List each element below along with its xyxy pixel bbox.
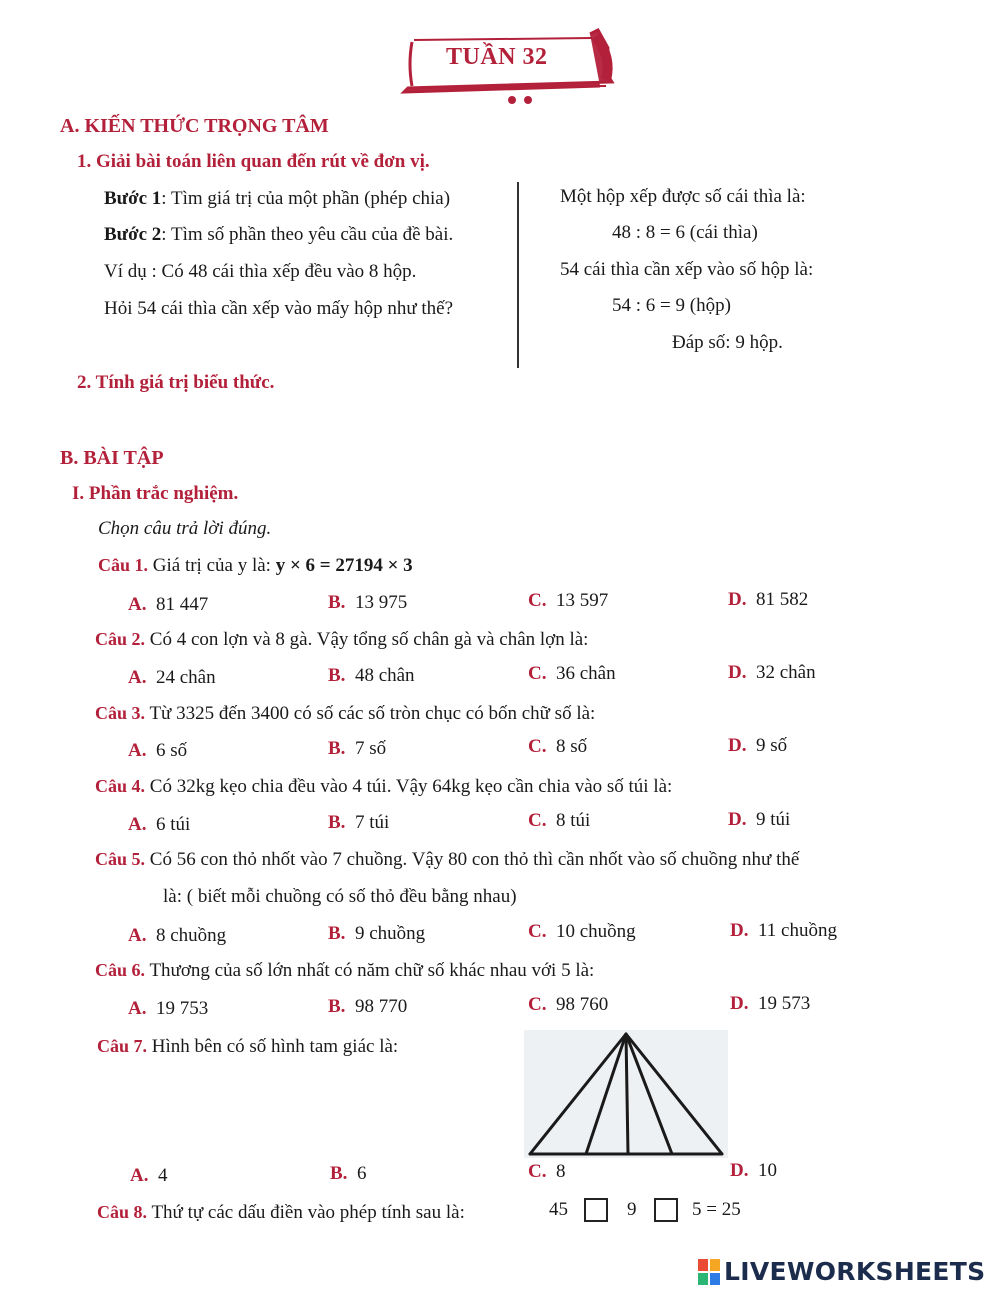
- step2-line: [104, 224, 453, 246]
- question-text: Thứ tự các dấu điền vào phép tính sau là:: [151, 1202, 465, 1223]
- option-c[interactable]: C. 8 số: [528, 736, 588, 757]
- expr-operand-2: 9: [627, 1199, 637, 1220]
- example-line: Ví dụ : Có 48 cái thìa xếp đều vào 8 hộp.: [104, 261, 417, 282]
- option-a[interactable]: A. 6 túi: [128, 814, 191, 835]
- expr-operand-1: 45: [549, 1199, 568, 1220]
- section-b-heading: B. BÀI TẬP: [60, 447, 164, 469]
- option-a[interactable]: A. 6 số: [128, 740, 188, 761]
- question-text: Có 4 con lợn và 8 gà. Vậy tổng số chân gà và chân lợn là:: [149, 629, 589, 650]
- question-text: Có 32kg kẹo chia đều vào 4 túi. Vậy 64kg kẹo cần chia vào số túi là:: [149, 776, 673, 797]
- option-b[interactable]: B. 98 770: [328, 996, 408, 1017]
- page-title: TUẦN 32: [446, 44, 548, 70]
- question-8: [97, 1202, 465, 1224]
- option-a[interactable]: A. 24 chân: [128, 667, 216, 688]
- step1-label: Bước 1: [104, 188, 162, 209]
- question-3: [95, 703, 595, 725]
- question-text: Từ 3325 đến 3400 có số các số tròn chục có bốn chữ số là:: [149, 703, 596, 724]
- question-7: [97, 1036, 398, 1058]
- option-c[interactable]: C. 13 597: [528, 590, 609, 611]
- question-label: Câu 7.: [97, 1036, 148, 1056]
- question-text: Có 56 con thỏ nhốt vào 7 chuồng. Vậy 80 con thỏ thì cần nhốt vào số chuồng như thế: [149, 849, 800, 870]
- question-2: [95, 629, 588, 651]
- option-d[interactable]: D. 19 573: [730, 993, 811, 1014]
- question-1: [98, 555, 413, 577]
- option-c[interactable]: C. 8 túi: [528, 810, 591, 831]
- operator-box-1[interactable]: [584, 1198, 608, 1222]
- option-c[interactable]: C. 98 760: [528, 994, 609, 1015]
- solution-line-4: 54 : 6 = 9 (hộp): [612, 295, 731, 316]
- question-label: Câu 3.: [95, 703, 146, 723]
- option-d[interactable]: D. 9 túi: [728, 809, 791, 830]
- step1-text: : Tìm giá trị của một phần (phép chia): [161, 188, 451, 209]
- question-5-continued: là: ( biết mỗi chuồng có số thỏ đều bằng nhau): [163, 886, 517, 907]
- section-a-heading: A. KIẾN THỨC TRỌNG TÂM: [60, 115, 329, 137]
- operator-box-2[interactable]: [654, 1198, 678, 1222]
- liveworksheets-logo: [698, 1257, 985, 1286]
- option-d[interactable]: D. 11 chuồng: [730, 920, 837, 941]
- question-label: Câu 8.: [97, 1202, 148, 1222]
- item2-title: 2. Tính giá trị biểu thức.: [77, 372, 275, 393]
- question-6: [95, 960, 594, 982]
- step1-line: [104, 188, 450, 210]
- question-label: Câu 6.: [95, 960, 146, 980]
- option-d[interactable]: D. 32 chân: [728, 662, 816, 683]
- option-c[interactable]: C. 36 chân: [528, 663, 616, 684]
- solution-line-1: Một hộp xếp được số cái thìa là:: [560, 186, 806, 207]
- option-b[interactable]: B. 7 số: [328, 738, 387, 759]
- question-4: [95, 776, 672, 798]
- option-a[interactable]: A. 19 753: [128, 998, 209, 1019]
- question-label: Câu 2.: [95, 629, 146, 649]
- instruction: Chọn câu trả lời đúng.: [98, 518, 272, 539]
- option-b[interactable]: B. 9 chuồng: [328, 923, 426, 944]
- divider-line: [517, 182, 519, 368]
- question-text: Hình bên có số hình tam giác là:: [151, 1036, 399, 1057]
- question-label: Câu 5.: [95, 849, 146, 869]
- item1-title: 1. Giải bài toán liên quan đến rút về đơn vị.: [77, 151, 430, 172]
- step2-text: : Tìm số phần theo yêu cầu của đề bài.: [161, 224, 454, 245]
- option-b[interactable]: B. 13 975: [328, 592, 408, 613]
- solution-line-3: 54 cái thìa cần xếp vào số hộp là:: [560, 259, 814, 280]
- question-text: Giá trị của y là:: [152, 555, 271, 576]
- liveworksheets-brand: LIVEWORKSHEETS: [724, 1257, 986, 1286]
- option-d[interactable]: D. 10: [730, 1160, 777, 1181]
- option-b[interactable]: B. 6: [330, 1163, 367, 1184]
- question-label: Câu 1.: [98, 555, 149, 575]
- option-a[interactable]: A. 8 chuồng: [128, 925, 227, 946]
- option-a[interactable]: A. 4: [130, 1165, 168, 1186]
- liveworksheets-icon: [698, 1259, 720, 1285]
- option-b[interactable]: B. 7 túi: [328, 812, 390, 833]
- part1-heading: I. Phần trắc nghiệm.: [72, 483, 239, 504]
- option-c[interactable]: C. 10 chuồng: [528, 921, 636, 942]
- question-formula: y × 6 = 27194 × 3: [275, 555, 413, 576]
- expr-result: 5 = 25: [692, 1199, 741, 1220]
- triangle-figure: [524, 1030, 728, 1158]
- example-question: Hỏi 54 cái thìa cần xếp vào mấy hộp như thế?: [104, 298, 454, 319]
- option-c[interactable]: C. 8: [528, 1161, 566, 1182]
- option-a[interactable]: A. 81 447: [128, 594, 209, 615]
- option-d[interactable]: D. 81 582: [728, 589, 809, 610]
- question-5: [95, 849, 799, 871]
- option-b[interactable]: B. 48 chân: [328, 665, 415, 686]
- solution-line-2: 48 : 8 = 6 (cái thìa): [612, 222, 758, 243]
- question-text: Thương của số lớn nhất có năm chữ số khác nhau với 5 là:: [149, 960, 595, 981]
- option-d[interactable]: D. 9 số: [728, 735, 788, 756]
- step2-label: Bước 2: [104, 224, 162, 245]
- question-label: Câu 4.: [95, 776, 146, 796]
- solution-answer: Đáp số: 9 hộp.: [672, 332, 783, 353]
